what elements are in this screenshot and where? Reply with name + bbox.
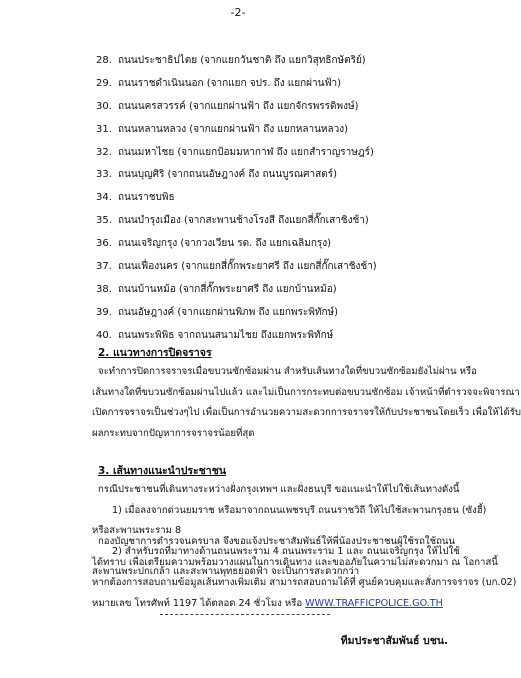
section-2-line: ผลกระทบจากปัญหาการจราจรน้อยที่สุด (92, 427, 255, 439)
road-text: ถนนบุญศิริ (จากถนนอัษฎางค์ ถึง ถนนบูรณศาสตร์) (118, 169, 337, 181)
road-number: 28. (96, 55, 112, 66)
road-number: 37. (96, 261, 112, 273)
road-text: ถนนประชาธิปไตย (จากแยกวันชาติ ถึง แยกวิสุทธิกษัตริย์) (118, 55, 366, 66)
section-3-line: หรือสะพานพระราม 8 (92, 525, 182, 536)
road-item (96, 210, 466, 233)
road-number: 35. (96, 215, 112, 227)
section-3-heading: 3. เส้นทางแนะนำประชาชน (98, 465, 226, 477)
section-2-heading: 2. แนวทางการปิดจราจร (98, 347, 212, 359)
road-text: ถนนอัษฎางค์ (จากแยกผ่านพิภพ ถึง แยกพระพิทักษ์) (118, 306, 338, 318)
road-text: ถนนพระพิพิธ จากถนนสนามไชย ถึงแยกพระพิทักษ์ (118, 329, 334, 341)
contact-text: หมายเลข โทรศัพท์ 1197 ได้ตลอด 24 ชั่วโมง หรือ (92, 597, 306, 609)
section-2-line: เส้นทางใดที่ขบวนซักซ้อมผ่านไปแล้ว และไม่เป็นการกระทบต่อขบวนซักซ้อม เจ้าหน้าที่ตำรวจจะพิจารณา (92, 386, 520, 398)
signature: ทีมประชาสัมพันธ์ บชน. (340, 635, 448, 647)
road-text: ถนนมหาไชย (จากแยกป้อมมหากาฬ ถึง แยกสำราญราษฎร์) (118, 146, 374, 158)
section-2-line: เปิดการจราจรเป็นช่วงๆไป เพื่อเป็นการอำนวยความสะดวกการจราจรให้กับประชาชนโดยเร็ว เพื่อให้ได้รับ (92, 407, 521, 418)
closing-line: ได้ทราบ เพื่อเตรียมความพร้อมวางแผนในการเดินทาง และขออภัยในความไม่สะดวกมา ณ โอกาสนี้ (92, 556, 498, 568)
road-item (96, 119, 466, 142)
page-number: -2- (230, 6, 246, 19)
section-3-line: สะพานพระปกเกล้า และสะพานพุทธยอดฟ้า จะเป็นการสะดวกกว่า (92, 566, 360, 577)
road-item (96, 164, 466, 187)
road-text: ถนนราชบพิธ (118, 192, 175, 204)
road-list (96, 50, 466, 348)
road-item (96, 96, 466, 119)
closing-line: หากต้องการสอบถามข้อมูลเส้นทางเพิ่มเติม สามารถสอบถามได้ที่ ศูนย์ควบคุมและสั่งการจราจร (บก.02) (92, 577, 517, 588)
road-text: ถนนเฟื่องนคร (จากแยกสี่กั๊กพระยาศรี ถึง แยกสี่กั๊กเสาชิงช้า) (118, 261, 377, 273)
road-text: ถนนบ้านหม้อ (จากสี่กั๊กพระยาศรี ถึง แยกบ้านหม้อ) (118, 283, 337, 295)
closing-body (92, 532, 517, 614)
divider (160, 614, 330, 615)
road-item (96, 50, 466, 73)
section-3-line: 1) เมื่อลงจากด่วนยมราช หรือมาจากถนนเพชรบุรี ถนนราชวิถี ให้ไปใช้สะพานกรุงธน (ซังฮี้) (112, 504, 487, 516)
section-3-line: 2) สำหรับรถที่มาทางด้านถนนพระราม 4 ถนนพระราม 1 และ ถนนเจริญกรุง ให้ไปใช้ (112, 545, 460, 557)
road-number: 29. (96, 77, 112, 89)
website-link[interactable]: WWW.TRAFFICPOLICE.GO.TH (305, 597, 443, 609)
road-number: 31. (96, 123, 112, 135)
section-2-line: จะทำการปิดการจราจรเมื่อขบวนซักซ้อมผ่าน สำหรับเส้นทางใดที่ขบวนซักซ้อมยังไม่ผ่าน หรือ (98, 366, 477, 377)
road-item (96, 187, 466, 210)
road-number: 30. (96, 100, 112, 112)
road-text: ถนนบำรุงเมือง (จากสะพานช้างโรงสี ถึงแยกสี่กั๊กเสาชิงช้า) (118, 215, 369, 227)
road-item (96, 142, 466, 165)
closing-contact-line (92, 594, 452, 615)
section-2-body (92, 362, 521, 444)
road-text: ถนนราชดำเนินนอก (จากแยก จปร. ถึง แยกผ่านฟ้า) (118, 77, 342, 89)
road-item (96, 73, 466, 96)
road-number: 38. (96, 283, 112, 295)
road-item (96, 279, 466, 302)
road-number: 32. (96, 146, 112, 158)
road-text: ถนนเจริญกรุง (จากวงเวียน รด. ถึง แยกเฉลิมกรุง) (118, 238, 332, 250)
road-text: ถนนนครสวรรค์ (จากแยกผ่านฟ้า ถึง แยกจักรพรรดิพงษ์) (118, 100, 359, 112)
closing-line: กองบัญชาการตำรวจนครบาล จึงขอแจ้งประชาสัมพันธ์ให้พี่น้องประชาชนผู้ใช้รถใช้ถนน (98, 536, 456, 547)
road-number: 36. (96, 238, 112, 250)
road-text: ถนนหลานหลวง (จากแยกผ่านฟ้า ถึง แยกหลานหลวง) (118, 123, 349, 135)
road-item (96, 302, 466, 325)
road-number: 33. (96, 169, 112, 181)
road-number: 34. (96, 192, 112, 204)
road-item (96, 256, 466, 279)
road-number: 40. (96, 329, 112, 341)
road-item (96, 233, 466, 256)
section-3-line: กรณีประชาชนที่เดินทางระหว่างฝั่งกรุงเทพฯ และฝั่งธนบุรี ขอแนะนำให้ไปใช้เส้นทางดังนี้ (98, 484, 460, 495)
road-number: 39. (96, 306, 112, 318)
